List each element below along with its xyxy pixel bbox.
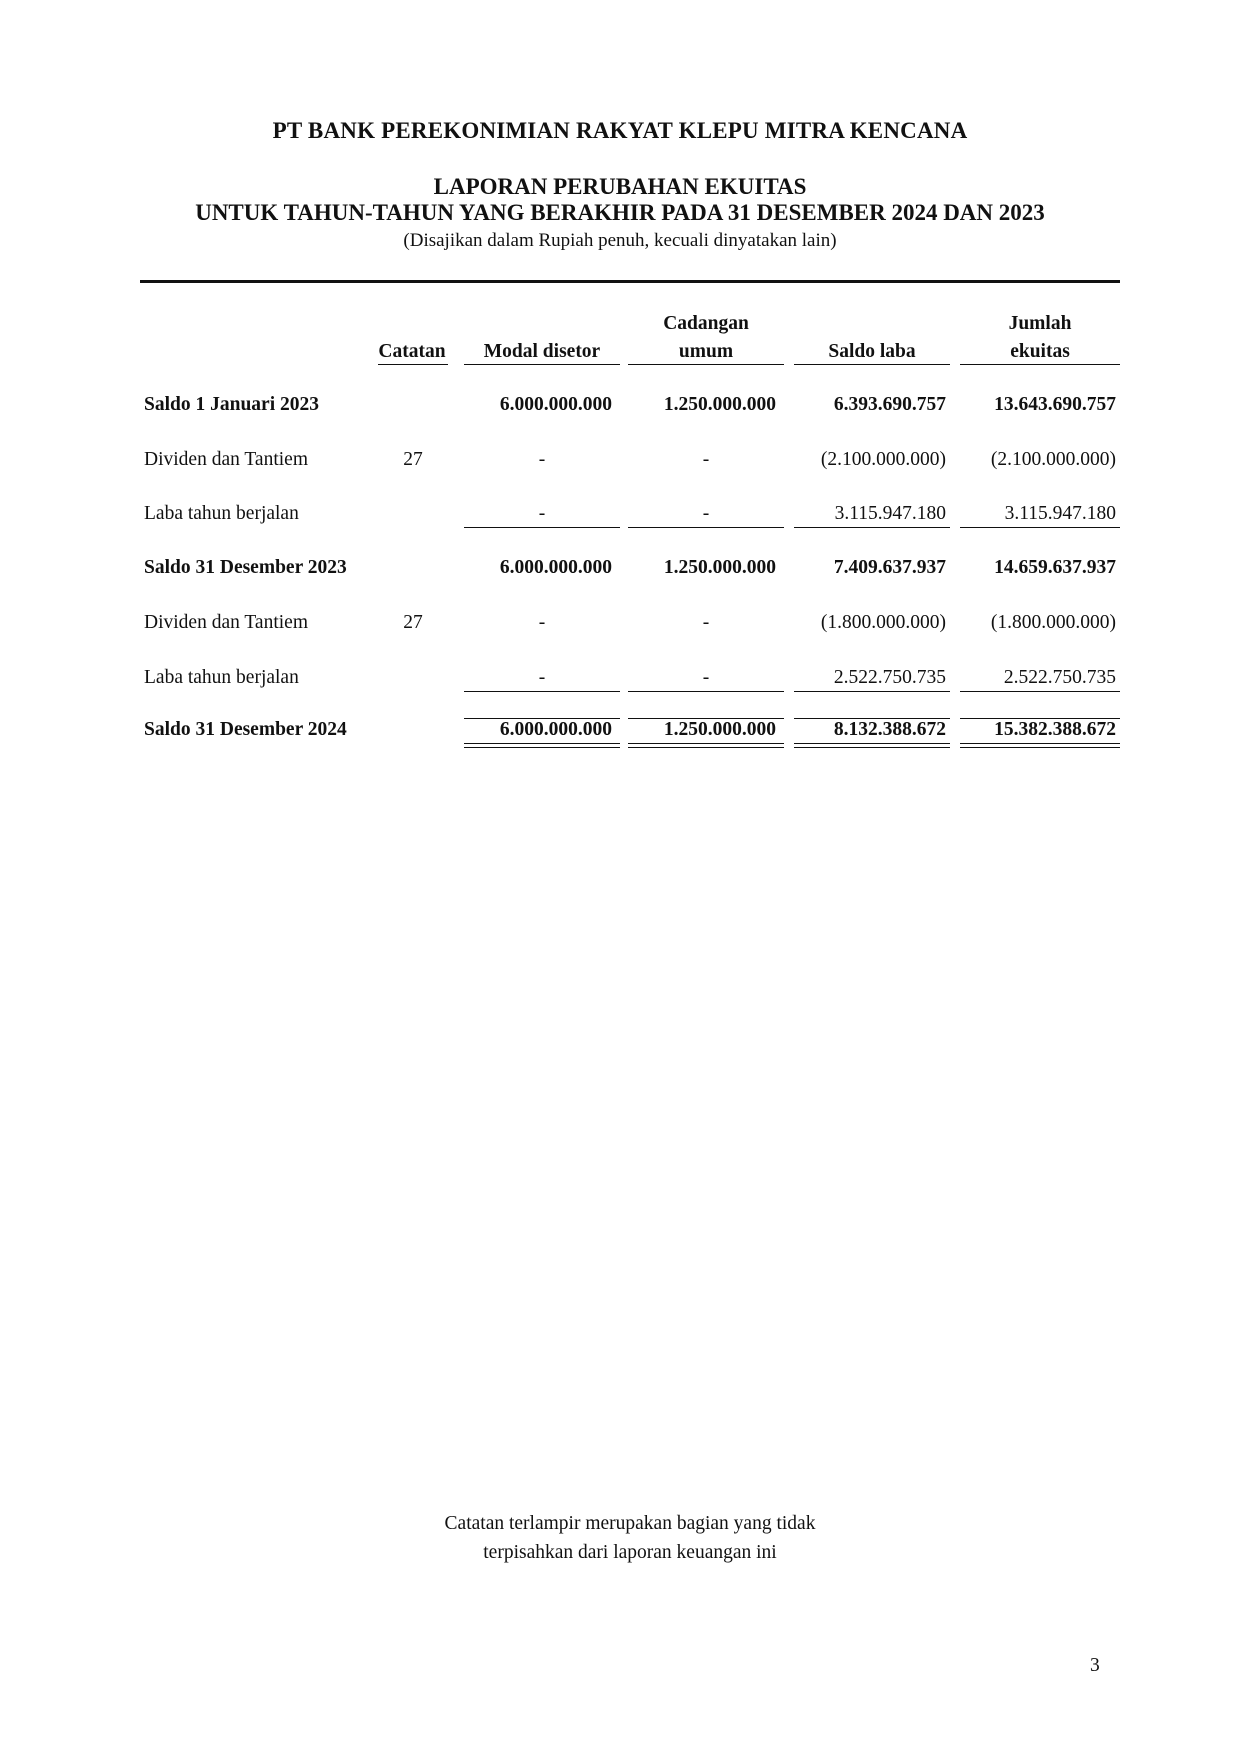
column-underline-paid-in-capital <box>464 364 620 365</box>
row-label: Dividen dan Tantiem <box>144 612 308 633</box>
header-rule <box>140 280 1120 283</box>
total-top-line <box>794 718 950 719</box>
row-label: Saldo 1 Januari 2023 <box>144 394 319 415</box>
column-header-paid-in-capital: Modal disetor <box>483 341 601 362</box>
cell-note: 27 <box>403 612 423 633</box>
subtotal-line <box>794 527 950 528</box>
footer-note-line2: terpisahkan dari laporan keuangan ini <box>483 1542 777 1563</box>
report-subtitle: (Disajikan dalam Rupiah penuh, kecuali dinyatakan lain) <box>403 230 837 251</box>
cell-total-equity: 3.115.947.180 <box>1004 503 1116 524</box>
column-header-general-reserve-line2: umum <box>678 341 734 362</box>
cell-paid-in-capital: - <box>538 503 546 524</box>
row-label: Saldo 31 Desember 2024 <box>144 719 347 740</box>
report-title: LAPORAN PERUBAHAN EKUITAS <box>433 174 807 199</box>
row-label: Laba tahun berjalan <box>144 667 299 688</box>
column-underline-retained-earnings <box>794 364 950 365</box>
cell-paid-in-capital: - <box>538 667 546 688</box>
cell-total-equity: (1.800.000.000) <box>990 612 1116 633</box>
row-label: Dividen dan Tantiem <box>144 449 308 470</box>
total-top-line <box>628 718 784 719</box>
row-label: Saldo 31 Desember 2023 <box>144 557 347 578</box>
cell-general-reserve: 1.250.000.000 <box>663 719 776 740</box>
column-underline-total-equity <box>960 364 1120 365</box>
grand-total-double-line <box>628 743 784 748</box>
column-underline-general-reserve <box>628 364 784 365</box>
column-header-note: Catatan <box>378 341 446 362</box>
cell-general-reserve: - <box>702 503 710 524</box>
row-label: Laba tahun berjalan <box>144 503 299 524</box>
subtotal-line <box>464 527 620 528</box>
column-header-total-equity-line1: Jumlah <box>1008 313 1072 334</box>
company-name: PT BANK PEREKONIMIAN RAKYAT KLEPU MITRA KENCANA <box>272 118 968 143</box>
cell-general-reserve: 1.250.000.000 <box>663 394 776 415</box>
page-number: 3 <box>1090 1655 1100 1676</box>
cell-retained-earnings: (2.100.000.000) <box>820 449 946 470</box>
footer-note-line1: Catatan terlampir merupakan bagian yang tidak <box>444 1513 816 1534</box>
grand-total-double-line <box>464 743 620 748</box>
subtotal-line <box>794 691 950 692</box>
subtotal-line <box>960 691 1120 692</box>
cell-total-equity: 15.382.388.672 <box>994 719 1116 740</box>
cell-retained-earnings: (1.800.000.000) <box>820 612 946 633</box>
subtotal-line <box>464 691 620 692</box>
cell-total-equity: (2.100.000.000) <box>990 449 1116 470</box>
cell-total-equity: 13.643.690.757 <box>994 394 1116 415</box>
column-header-general-reserve-line1: Cadangan <box>663 313 749 334</box>
cell-retained-earnings: 7.409.637.937 <box>833 557 946 578</box>
cell-general-reserve: - <box>702 449 710 470</box>
column-header-retained-earnings: Saldo laba <box>828 341 916 362</box>
cell-retained-earnings: 3.115.947.180 <box>834 503 946 524</box>
cell-retained-earnings: 2.522.750.735 <box>833 667 946 688</box>
report-period: UNTUK TAHUN-TAHUN YANG BERAKHIR PADA 31 DESEMBER 2024 DAN 2023 <box>195 200 1045 225</box>
cell-total-equity: 2.522.750.735 <box>1003 667 1116 688</box>
column-header-total-equity-line2: ekuitas <box>1010 341 1070 362</box>
cell-paid-in-capital: 6.000.000.000 <box>499 557 612 578</box>
subtotal-line <box>628 527 784 528</box>
cell-paid-in-capital: - <box>538 449 546 470</box>
cell-paid-in-capital: 6.000.000.000 <box>499 719 612 740</box>
cell-note: 27 <box>403 449 423 470</box>
cell-retained-earnings: 8.132.388.672 <box>833 719 946 740</box>
column-underline-note <box>378 364 448 365</box>
cell-general-reserve: - <box>702 667 710 688</box>
cell-paid-in-capital: - <box>538 612 546 633</box>
total-top-line <box>960 718 1120 719</box>
grand-total-double-line <box>794 743 950 748</box>
cell-total-equity: 14.659.637.937 <box>994 557 1116 578</box>
cell-general-reserve: 1.250.000.000 <box>663 557 776 578</box>
subtotal-line <box>628 691 784 692</box>
cell-retained-earnings: 6.393.690.757 <box>833 394 946 415</box>
cell-paid-in-capital: 6.000.000.000 <box>499 394 612 415</box>
subtotal-line <box>960 527 1120 528</box>
grand-total-double-line <box>960 743 1120 748</box>
total-top-line <box>464 718 620 719</box>
cell-general-reserve: - <box>702 612 710 633</box>
